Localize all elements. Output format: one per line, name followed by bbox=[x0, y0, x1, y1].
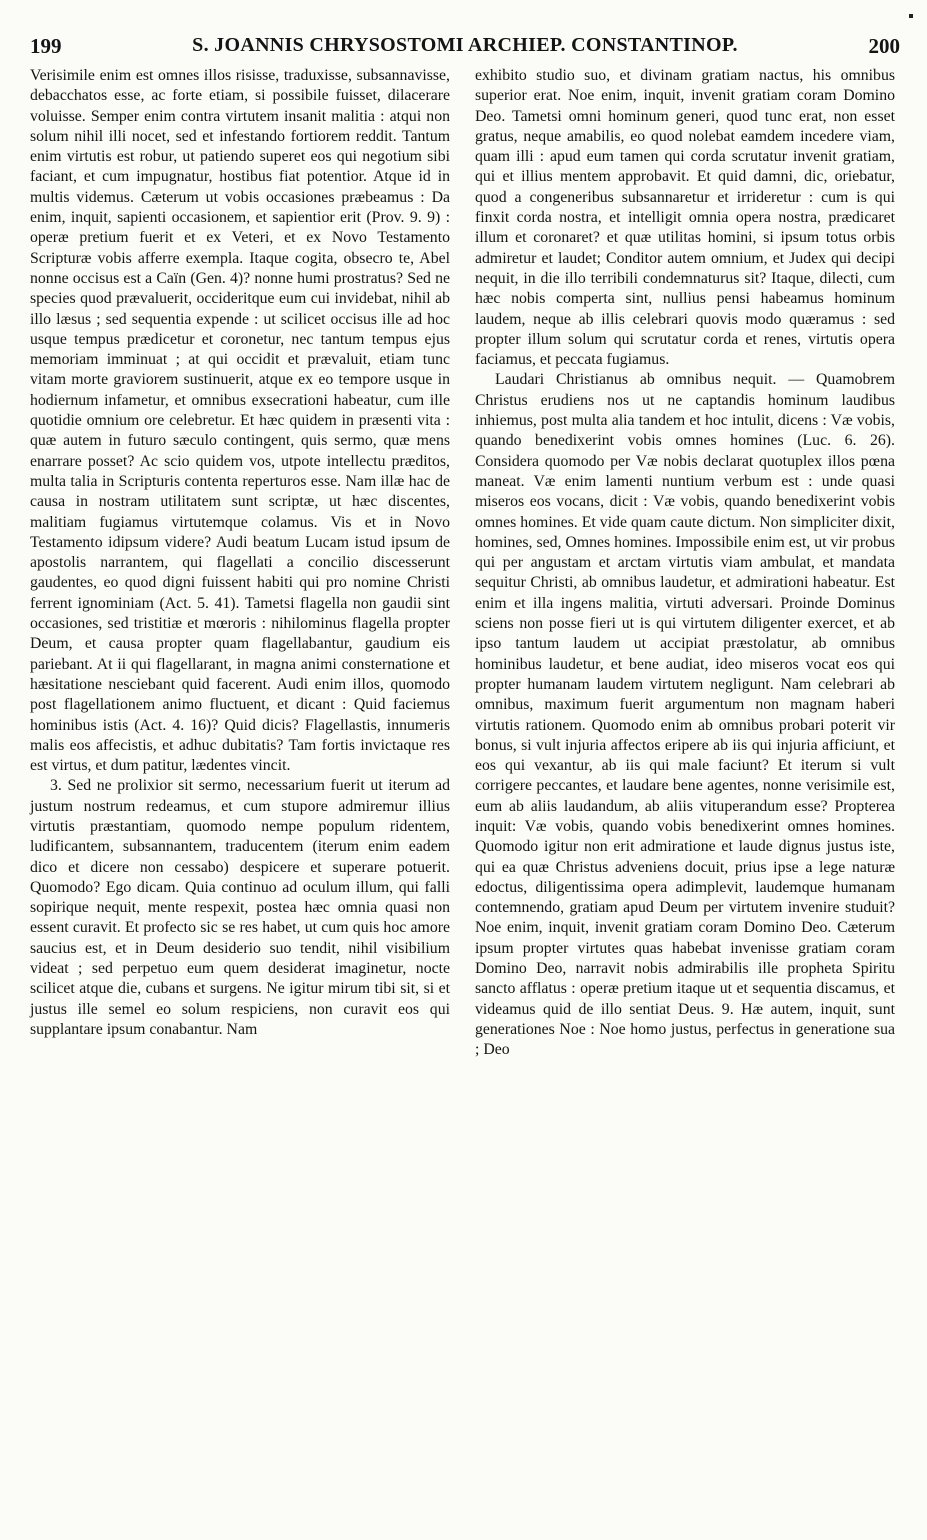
page-number-left: 199 bbox=[30, 34, 62, 58]
right-paragraph: Laudari Christianus ab omnibus nequit. — Quamobrem Christus erudiens nos ut ne captandis hominum laudibus inhiemus, post multa alia tandem et hoc intulit, dicens : Væ vobis, quando benedixerint vobis omnes homines (Luc. 6. 26). Considera quomodo per Væ nobis declarat quotuplex illos pœna maneat. Væ enim lamenti nuntium verbum est : unde quasi miseros eos vocans, dicit : Væ vobis, quando benedixerint vobis omnes homines. Et vide quam caute dictum. Non simpliciter dixit, homines, sed, Omnes homines. Impossibile enim est, ut vir probus qui per angustam et arctam virtutis viam ambulat, et mandata sequitur Christi, ab omnibus laudetur, et admirationi habeatur. Est enim et illa ingens malitia, virtuti adversari. Proinde Dominus sciens non posse fieri ut is qui virtutem diligenter exercet, et ab ipso tantum laudem ut accipiat præstolatur, ab omnibus hominibus laudetur, et bene audiat, ideo miseros vocat eos qui propter humanam laudem virtutem negligunt. Nam celebrari ab omnibus, maximum fuerit argumentum non magnam haberi virtutis rationem. Quomodo enim ab omnibus probari poterit vir bonus, si vult injuria affectos eripere ab iis qui injuria afficiunt, et eos qui vexantur, ab iis qui male faciunt? Et iterum si vult corrigere peccantes, et laudare bene agentes, nonne verisimile est, eum ab aliis laudandum, ab aliis vituperandum esse? Propterea inquit: Væ vobis, quando vobis benedixerint omnes homines. Quomodo igitur non erit admiratione et laude dignus justus iste, qui ea quæ Christus adveniens docuit, prius ipse a lege naturæ edoctus, diligentissima opera adimplevit, laudemque humanam contemnendo, gratiam apud Deum per virtutem invenire studuit? Noe enim, inquit, invenit gratiam coram Domino Deo. Cæterum ipsum propter virtutes quas habebat invenisse gratiam coram Domino Deo, narravit nobis admirabilis ille propheta Spiritu sancto afflatus : operæ pretium itaque ut et sequentia discamus, et videamus quid de illo sentiat Deus. 9. Hæ autem, inquit, sunt generationes Noe : Noe homo justus, perfectus in generatione sua ; Deo bbox=[475, 371, 895, 1059]
right-column bbox=[475, 66, 895, 1061]
running-head bbox=[30, 34, 900, 60]
left-column bbox=[30, 66, 450, 1040]
left-paragraph: 3. Sed ne prolixior sit sermo, necessarium fuerit ut iterum ad justum nostrum redeamus, et cum stupore admiremur illius virtutis præstantiam, quomodo nempe populum ridentem, ludificantem, subsannantem, traducentem (iterum enim eadem dico et dicere non cessabo) despicere et superare potuerit. Quomodo? Ego dicam. Quia continuo ad oculum illum, qui falli sopirique nequit, mente respexit, postea hæc omnia quasi non essent curavit. Et profecto sic se res habet, ut cum quis hoc amore saucius est, et in Deum desiderio suo tendit, nihil visibilium videat ; sed perpetuo eum quem desiderat imaginetur, nocte scilicet atque die, cubans et surgens. Ne igitur mirum tibi sit, si et justus ille semel eo solum respiciens, non curavit eos qui supplantare ipsum conabantur. Nam bbox=[30, 777, 450, 1038]
left-paragraph: Verisimile enim est omnes illos risisse, traduxisse, subsannavisse, debacchatos esse, ac forte etiam, si possibile fuisset, dilacerare voluisse. Semper enim contra virtutem insanit malitia : atqui non solum nihil illi nocet, sed et infestando fortiorem reddit. Tantum enim virtutis est robur, ut patiendo superet eos qui negotium sibi faciant, et cum impugnatur, hostibus fiat potentior. Atque id in multis videmus. Cæterum ut vobis occasiones præbeamus : Da enim, inquit, sapienti occasionem, et sapientior erit (Prov. 9. 9) : operæ pretium fuerit et ex Veteri, et ex Novo Testamento Scripturæ vobis afferre exempla. Itaque cogita, obsecro te, Abel nonne occisus est a Caïn (Gen. 4)? nonne humi prostratus? Sed ne species quod prævaluerit, occideritque eum cui invidebat, nihil ab illo læsus ; sed sequentia expende : ut scilicet occisus ille ad hoc usque tempus prædicetur et coronetur, nec tantum tempus ejus memoriam imminuat ; at qui occidit et prævaluit, etiam tunc vitam morte graviorem sustinuerit, atque ex eo tempore usque in hodiernum infametur, et omnibus exsecrationi habeatur, cum ille quotidie omnium ore celebretur. Et hæc quidem in præsenti vita : quæ autem in futuro sæculo contingent, quis sermo, quæ mens enarrare posset? Ac scio quidem vos, utpote intellectu præditos, multa talia in Scripturis contenta reperturos esse. Nam illæ hac de causa in nostram utilitatem sunt scriptæ, ut hæc discentes, malitiam fugiamus virtutemque colamus. Vis et in Novo Testamento idipsum videre? Audi beatum Lucam istud ipsum de apostolis narrantem, qui flagellati a concilio discesserunt gaudentes, eo quod digni fuissent habiti qui pro nomine Christi ferrent ignominiam (Act. 5. 41). Tametsi flagella non gaudii sint occasiones, sed tristitiæ et mœroris : nihilominus flagella propter Deum, et causa propter quam flagellabantur, gaudium eis pariebant. At ii qui flagellarant, in magna animi consternatione et hæsitatione nesciebant quid facerent. Audi enim illos, quomodo post flagellationem animo fluctuent, et dicant : Quid faciemus hominibus istis (Act. 4. 16)? Quid dicis? Flagellastis, innumeris malis eos affecistis, et adhuc dubitatis? Tam fortis invictaque res est virtus, et dum patitur, lædentes vincit. bbox=[30, 67, 450, 775]
running-title: S. JOANNIS CHRYSOSTOMI ARCHIEP. CONSTANTINOP. bbox=[192, 34, 738, 56]
page-number-right: 200 bbox=[868, 34, 900, 58]
right-paragraph: exhibito studio suo, et divinam gratiam nactus, his omnibus superior erat. Noe enim, inquit, invenit gratiam coram Domino Deo. Tametsi omni hominum generi, quod tunc erat, non esset gratus, neque amabilis, eo quod nolebat eamdem incedere viam, quam illi : apud eum tamen qui corda scrutatur invenit gratiam, qui et illius mentem approbavit. Et quid damni, dic, oriebatur, quod a congeneribus subsannaretur et irrideretur : cum is qui finxit corda nostra, et intelligit omnia opera nostra, prædicaret illum et coronaret? et quæ utilitas homini, si ipsum totus orbis admiretur et laudet; Conditor autem omnium, et Judex qui decipi nequit, in die illo terribili condemnaturus sit? Itaque, dilecti, cum hæc nobis comperta sint, nullius pensi habeamus hominum laudem, neque ab illis celebrari quovis modo quæramus : sed propter illum solum qui scrutatur corda et renes, virtutis opera faciamus, et peccata fugiamus. bbox=[475, 67, 895, 369]
ink-speck bbox=[909, 14, 913, 18]
